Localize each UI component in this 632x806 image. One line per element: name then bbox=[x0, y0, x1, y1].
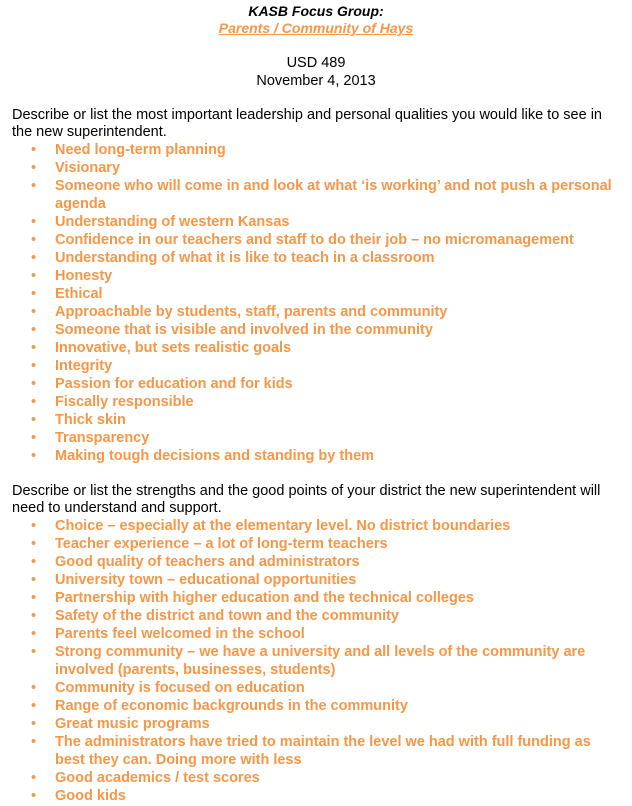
bullet-icon: • bbox=[31, 178, 37, 194]
bullet-icon: • bbox=[31, 680, 37, 696]
list-item bbox=[31, 141, 615, 159]
list-item-text: Visionary bbox=[55, 160, 121, 176]
list-item-text: Understanding of what it is like to teach in a classroom bbox=[55, 250, 435, 266]
list-item bbox=[31, 411, 615, 429]
list-item-text: Honesty bbox=[55, 268, 113, 284]
list-item-text: Safety of the district and town and the community bbox=[55, 608, 399, 624]
meeting-date: November 4, 2013 bbox=[256, 73, 376, 89]
district-name: USD 489 bbox=[286, 55, 346, 71]
bullet-icon: • bbox=[31, 554, 37, 570]
list-item bbox=[31, 679, 615, 697]
bullet-icon: • bbox=[31, 340, 37, 356]
section-district-strengths bbox=[0, 483, 632, 805]
list-item-text: Need long-term planning bbox=[55, 142, 226, 158]
list-item bbox=[31, 267, 615, 285]
list-item-text: Making tough decisions and standing by them bbox=[55, 448, 375, 464]
list-item-text: Integrity bbox=[55, 358, 113, 374]
list-item-text: Approachable by students, staff, parents and community bbox=[55, 304, 448, 320]
list-item bbox=[31, 393, 615, 411]
list-item bbox=[31, 589, 615, 607]
list-item-text: Passion for education and for kids bbox=[55, 376, 293, 392]
qualities-list bbox=[0, 141, 632, 465]
list-item bbox=[31, 553, 615, 571]
list-item bbox=[31, 357, 615, 375]
list-item bbox=[31, 697, 615, 715]
list-item-text: Great music programs bbox=[55, 716, 210, 732]
bullet-icon: • bbox=[31, 572, 37, 588]
list-item-text: Understanding of western Kansas bbox=[55, 214, 290, 230]
list-item bbox=[31, 303, 615, 321]
bullet-icon: • bbox=[31, 590, 37, 606]
document-header bbox=[0, 3, 632, 90]
list-item bbox=[31, 769, 615, 787]
list-item-text: Ethical bbox=[55, 286, 103, 302]
section-prompt: Describe or list the most important leadership and personal qualities you would like to see in the new superintendent. bbox=[12, 107, 602, 140]
list-item-text: Someone who will come in and look at what ‘is working’ and not push a personal agenda bbox=[55, 178, 612, 212]
bullet-icon: • bbox=[31, 626, 37, 642]
bullet-icon: • bbox=[31, 232, 37, 248]
bullet-icon: • bbox=[31, 358, 37, 374]
list-item bbox=[31, 177, 615, 213]
bullet-icon: • bbox=[31, 644, 37, 660]
list-item bbox=[31, 715, 615, 733]
bullet-icon: • bbox=[31, 214, 37, 230]
bullet-icon: • bbox=[31, 698, 37, 714]
list-item-text: Choice – especially at the elementary level. No district boundaries bbox=[55, 518, 511, 534]
bullet-icon: • bbox=[31, 770, 37, 786]
list-item-text: University town – educational opportunities bbox=[55, 572, 357, 588]
list-item bbox=[31, 571, 615, 589]
bullet-icon: • bbox=[31, 286, 37, 302]
list-item-text: Partnership with higher education and the technical colleges bbox=[55, 590, 474, 606]
list-item-text: Community is focused on education bbox=[55, 680, 305, 696]
list-item bbox=[31, 517, 615, 535]
bullet-icon: • bbox=[31, 268, 37, 284]
list-item bbox=[31, 375, 615, 393]
list-item bbox=[31, 159, 615, 177]
list-item bbox=[31, 339, 615, 357]
list-item bbox=[31, 249, 615, 267]
bullet-icon: • bbox=[31, 304, 37, 320]
list-item-text: Range of economic backgrounds in the community bbox=[55, 698, 408, 714]
list-item-text: Strong community – we have a university and all levels of the community are involved (parents, businesses, students) bbox=[55, 644, 586, 678]
list-item-text: Confidence in our teachers and staff to do their job – no micromanagement bbox=[55, 232, 574, 248]
list-item bbox=[31, 625, 615, 643]
bullet-icon: • bbox=[31, 536, 37, 552]
bullet-icon: • bbox=[31, 518, 37, 534]
list-item-text: Thick skin bbox=[55, 412, 126, 428]
list-item-text: Good quality of teachers and administrators bbox=[55, 554, 360, 570]
list-item bbox=[31, 321, 615, 339]
list-item-text: Fiscally responsible bbox=[55, 394, 194, 410]
bullet-icon: • bbox=[31, 716, 37, 732]
strengths-list bbox=[0, 517, 632, 805]
list-item-text: The administrators have tried to maintain the level we had with full funding as best they can. Doing more with less bbox=[55, 734, 591, 768]
section-prompt: Describe or list the strengths and the good points of your district the new superintendent will need to understand and support. bbox=[12, 483, 601, 516]
list-item bbox=[31, 213, 615, 231]
bullet-icon: • bbox=[31, 430, 37, 446]
list-item-text: Innovative, but sets realistic goals bbox=[55, 340, 292, 356]
list-item-text: Parents feel welcomed in the school bbox=[55, 626, 305, 642]
list-item bbox=[31, 787, 615, 805]
list-item bbox=[31, 607, 615, 625]
list-item bbox=[31, 231, 615, 249]
list-item bbox=[31, 285, 615, 303]
section-leadership-qualities bbox=[0, 107, 632, 465]
list-item bbox=[31, 733, 615, 769]
bullet-icon: • bbox=[31, 322, 37, 338]
list-item bbox=[31, 535, 615, 553]
bullet-icon: • bbox=[31, 394, 37, 410]
bullet-icon: • bbox=[31, 734, 37, 750]
list-item bbox=[31, 643, 615, 679]
bullet-icon: • bbox=[31, 250, 37, 266]
bullet-icon: • bbox=[31, 376, 37, 392]
bullet-icon: • bbox=[31, 448, 37, 464]
list-item bbox=[31, 429, 615, 447]
list-item-text: Someone that is visible and involved in the community bbox=[55, 322, 433, 338]
list-item bbox=[31, 447, 615, 465]
list-item-text: Teacher experience – a lot of long-term teachers bbox=[55, 536, 388, 552]
list-item-text: Good academics / test scores bbox=[55, 770, 260, 786]
document-subtitle: Parents / Community of Hays bbox=[218, 20, 414, 36]
list-item-text: Transparency bbox=[55, 430, 150, 446]
list-item-text: Good kids bbox=[55, 788, 126, 804]
bullet-icon: • bbox=[31, 160, 37, 176]
bullet-icon: • bbox=[31, 412, 37, 428]
bullet-icon: • bbox=[31, 608, 37, 624]
bullet-icon: • bbox=[31, 142, 37, 158]
document-title: KASB Focus Group: bbox=[248, 3, 384, 19]
bullet-icon: • bbox=[31, 788, 37, 804]
